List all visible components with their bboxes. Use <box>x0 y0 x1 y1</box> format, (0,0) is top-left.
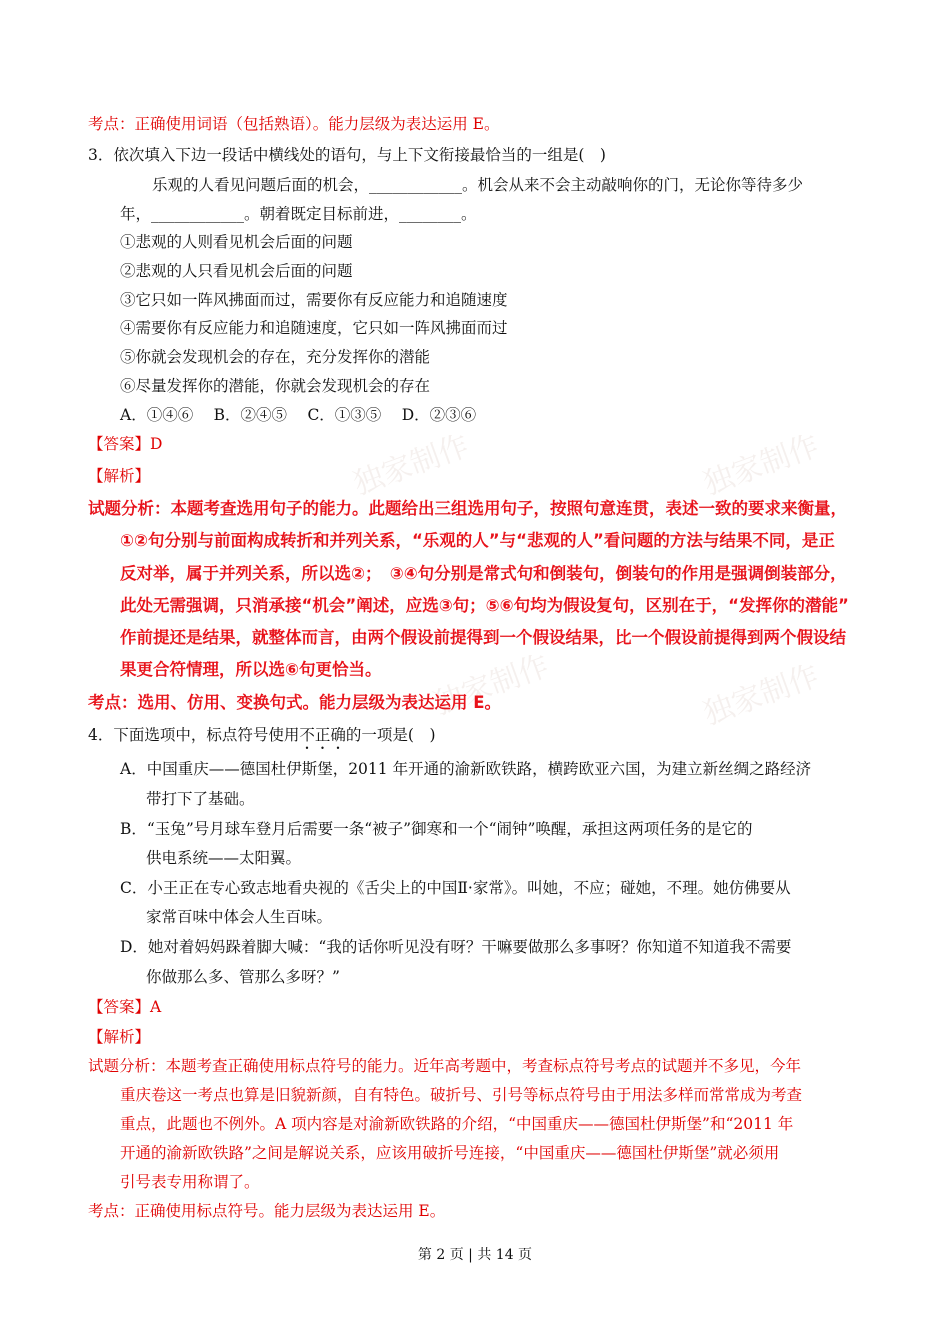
q3-passage: 年，____________。朝着既定目标前进，________。 <box>120 205 477 223</box>
answer-value: A <box>150 998 162 1016</box>
q3-passage: 乐观的人看见问题后面的机会，____________。机会从来不会主动敲响你的门，无论你等待多少 <box>152 176 804 194</box>
q3-analysis-line: 此处无需强调，只消承接“机会”阐述，应选③句；⑤⑥句均为假设复句，区别在于，“发挥你的潜能” <box>120 596 849 615</box>
watermark: 独家制作 <box>348 428 474 503</box>
stem-text: 的一项是( ) <box>345 726 436 744</box>
q3-kaodian: 考点：选用、仿用、变换句式。能力层级为表达运用 E。 <box>88 693 502 712</box>
prev-kaodian: 考点：正确使用词语（包括熟语）。能力层级为表达运用 E。 <box>88 115 500 133</box>
watermark: 独家制作 <box>428 648 554 723</box>
q3-item: ④需要你有反应能力和追随速度，它只如一阵风拂面而过 <box>120 319 508 337</box>
q3-item: ⑤你就会发现机会的存在，充分发挥你的潜能 <box>120 348 431 366</box>
q3-item: ③它只如一阵风拂面而过，需要你有反应能力和追随速度 <box>120 291 508 309</box>
watermark: 独家制作 <box>698 658 824 733</box>
page-footer: 第 2 页 | 共 14 页 <box>417 1247 533 1263</box>
answer-value: D <box>150 435 163 453</box>
q3-analysis-line: 作前提还是结果，就整体而言，由两个假设前提得到一个假设结果，比一个假设前提得到两个假设结 <box>120 628 846 647</box>
q4-analysis-line: 重点，此题也不例外。A 项内容是对渝新欧铁路的介绍，“中国重庆——德国杜伊斯堡”和“2011 年 <box>120 1115 794 1133</box>
q4-answer <box>88 997 161 1017</box>
answer-label: 【答案】 <box>88 435 151 453</box>
q3-analysis-line: ①②句分别与前面构成转折和并列关系，“乐观的人”与“悲观的人”看问题的方法与结果不同，是正 <box>120 531 835 550</box>
q4-option-b: 供电系统——太阳翼。 <box>146 849 302 867</box>
q4-analysis-line: 试题分析：本题考查正确使用标点符号的能力。近年高考题中，考查标点符号考点的试题并不多见，今年 <box>88 1057 802 1075</box>
q3-analysis-line: 反对举，属于并列关系，所以选②； ③④句分别是常式句和倒装句，倒装句的作用是强调倒装部分， <box>120 564 847 583</box>
watermark: 独家制作 <box>698 428 824 503</box>
q4-option-c: 家常百味中体会人生百味。 <box>146 908 333 926</box>
q3-item: ①悲观的人则看见机会后面的问题 <box>120 233 353 251</box>
q4-option-d: 你做那么多、管那么多呀？” <box>146 968 340 986</box>
q4-analysis-line: 引号表专用称谓了。 <box>120 1173 260 1191</box>
q4-analysis-line: 重庆卷这一考点也算是旧貌新颜，自有特色。破折号、引号等标点符号由于用法多样而常常成为考查 <box>120 1086 803 1104</box>
q4-option-a: 带打下了基础。 <box>146 790 255 808</box>
q4-analysis-line: 开通的渝新欧铁路”之间是解说关系，应该用破折号连接，“中国重庆——德国杜伊斯堡”就必须用 <box>120 1144 780 1162</box>
q3-analysis-line: 试题分析：本题考查选用句子的能力。此题给出三组选用句子，按照句意连贯，表述一致的要求来衡量， <box>88 499 847 518</box>
q4-kaodian: 考点：正确使用标点符号。能力层级为表达运用 E。 <box>88 1202 446 1220</box>
q4-analysis-label: 【解析】 <box>88 1028 151 1046</box>
q4-stem <box>88 725 436 753</box>
stem-text: 4．下面选项中，标点符号使用 <box>88 726 300 744</box>
q3-answer <box>88 434 162 454</box>
q4-option-b: B．“玉兔”号月球车登月后需要一条“被子”御寒和一个“闹钟”唤醒，承担这两项任务的是它的 <box>120 820 753 838</box>
q3-item: ⑥尽量发挥你的潜能，你就会发现机会的存在 <box>120 377 431 395</box>
q4-option-d: D．她对着妈妈跺着脚大喊：“我的话你听见没有呀？干嘛要做那么多事呀？你知道不知道我不需要 <box>120 938 792 956</box>
q4-option-c: C．小王正在专心致志地看央视的《舌尖上的中国Ⅱ·家常》。叫她，不应；碰她，不理。她仿佛要从 <box>120 879 791 897</box>
q3-options: A．①④⑥ B．②④⑤ C．①③⑤ D．②③⑥ <box>120 406 477 424</box>
q3-stem: 3．依次填入下边一段话中横线处的语句，与上下文衔接最恰当的一组是( ) <box>88 146 606 164</box>
q3-analysis-line: 果更合符情理，所以选⑥句更恰当。 <box>120 660 382 679</box>
q3-item: ②悲观的人只看见机会后面的问题 <box>120 262 353 280</box>
q4-option-a: A．中国重庆——德国杜伊斯堡，2011 年开通的渝新欧铁路，横跨欧亚六国，为建立新丝绸之路经济 <box>120 760 812 778</box>
answer-label: 【答案】 <box>88 998 151 1016</box>
q3-analysis-label: 【解析】 <box>88 467 151 485</box>
stem-emphasis: 不正确 <box>299 726 346 744</box>
